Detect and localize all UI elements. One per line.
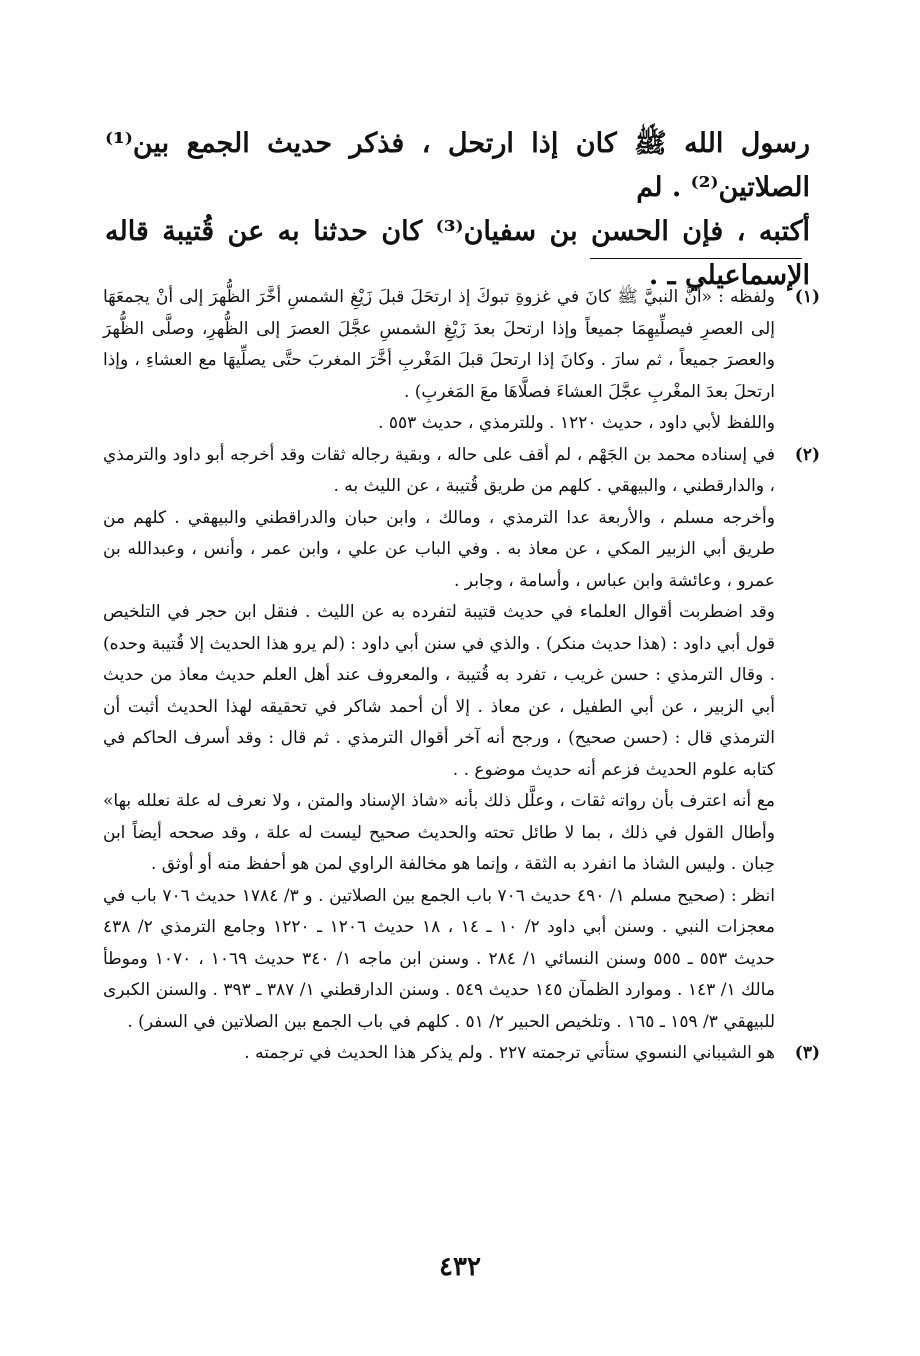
footnote-paragraph: ولفظه : «أنَّ النبيَّ ﷺ كانَ في غزوةِ تبوكَ إذ ارتحَلَ قبلَ زَيْغِ الشمسِ أخَّرَ الظُّهرَ إلى أنْ يجمعَهَا إلى العصرِ فيصلِّيهِمَا جميعاً وإذا ارتحلَ بعدَ زَيْغِ الشمسِ عجَّلَ العصرَ إلى الظُّهرِ، وصلَّى الظُّهرَ والعصرَ جميعاً ، ثم سارَ . وكانَ إذا ارتحلَ قبلَ المَغْربِ أخَّرَ المغربَ حتَّى يصلِّيهَا مع العشاءِ ، وإذا ارتحلَ بعدَ المغْربِ عجَّلَ العشاءَ فصلَّاهَا معَ المَغربِ) . — [103, 287, 775, 402]
main-text — [105, 122, 810, 298]
footnote-3 — [103, 1038, 820, 1070]
footnote-paragraph: في إسناده محمد بن الجَهْم ، لم أقف على حاله ، وبقية رجاله ثقات وقد أخرجه أبو داود والترمذي ، والدارقطني ، والبيهقي . كلهم من طريق قُتيبة ، عن الليث به . — [103, 444, 775, 496]
page-number: ٤٣٢ — [439, 1252, 481, 1282]
footnote-paragraph: هو الشيباني النسوي ستأتي ترجمته ٢٢٧ . ولم يذكر هذا الحديث في ترجمته . — [244, 1043, 775, 1063]
footnote-paragraph: انظر : (صحيح مسلم ١/ ٤٩٠ حديث ٧٠٦ باب الجمع بين الصلاتين . و ٣/ ١٧٨٤ حديث ٧٠٦ باب في معجزات النبي . وسنن أبي داود ٢/ ١٠ ـ ١٤ ، ١٨ حديث ١٢٠٦ ـ ١٢٢٠ وجامع الترمذي ٢/ ٤٣٨ حديث ٥٥٣ ـ ٥٥٥ وسنن النسائي ١/ ٢٨٤ . وسنن ابن ماجه ١/ ٣٤٠ حديث ١٠٦٩ ، ١٠٧٠ وموطأ مالك ١/ ١٤٣ . وموارد الظمآن ١٤٥ حديث ٥٤٩ . وسنن الدارقطني ١/ ٣٨٧ ـ ٣٩٣ . والسنن الكبرى للبيهقي ٣/ ١٥٩ ـ ١٦٥ . وتلخيص الحبير ٢/ ٥١ . كلهم في باب الجمع بين الصلاتين في السفر) . — [103, 885, 775, 1032]
footnote-2 — [103, 440, 820, 1039]
footnotes — [103, 282, 820, 1070]
main-text-line: أكتبه ، فإن الحسن بن سفيان⁽³⁾ كان حدثنا به عن قُتيبة قاله الإسماعيلي ـ . — [105, 216, 810, 291]
footnote-paragraph: واللفظ لأبي داود ، حديث ١٢٢٠ . وللترمذي ، حديث ٥٥٣ . — [378, 413, 775, 433]
footnote-paragraph: وأخرجه مسلم ، والأربعة عدا الترمذي ، ومالك ، وابن حبان والدراقطني والبيهقي . كلهم من طريق أبي الزبير المكي ، عن معاذ به . وفي الباب عن علي ، وابن عمر ، وأنس ، وعبدالله بن عمرو ، وعائشة وابن عباس ، وأسامة ، وجابر . — [103, 507, 775, 591]
footnote-paragraph: مع أنه اعترف بأن رواته ثقات ، وعلَّل ذلك بأنه «شاذ الإسناد والمتن ، ولا نعرف له علة نعلله بها» وأطال القول في ذلك ، بما لا طائل تحته والحديث صحيح ليست له علة ، وقد صححه أيضاً ابن حِبان . وليس الشاذ ما انفرد به الثقة ، وإنما هو مخالفة الراوي لمن هو أحفظ منه أو أوثق . — [103, 791, 775, 874]
footnote-1 — [103, 282, 820, 440]
footnote-number: (٣) — [794, 1043, 820, 1063]
footnote-paragraph: وقد اضطربت أقوال العلماء في حديث قتيبة لتفرده به عن الليث . فنقل ابن حجر في التلخيص قول أبي داود : (هذا حديث منكر) . والذي في سنن أبي داود : (لم يرو هذا الحديث إلا قُتيبة وحده) . وقال الترمذي : حسن غريب ، تفرد به قُتيبة ، والمعروف عند أهل العلم حديث معاذ من حديث أبي الزبير ، عن أبي الطفيل ، عن معاذ . إلا أن أحمد شاكر في تحقيقه لهذا الحديث أثبت أن الترمذي قال : (حسن صحيح) ، ورجح أنه آخر أقوال الترمذي . ثم قال : وقد أسرف الحاكم في كتابه علوم الحديث فزعم أنه حديث موضوع . . — [103, 602, 775, 780]
footnote-separator — [590, 258, 802, 259]
main-text-line: رسول الله ﷺ كان إذا ارتحل ، فذكر حديث الجمع بين⁽¹⁾ الصلاتين⁽²⁾ . لم — [105, 128, 810, 203]
footnote-number: (٢) — [794, 444, 820, 465]
footnote-number: (١) — [794, 287, 820, 307]
